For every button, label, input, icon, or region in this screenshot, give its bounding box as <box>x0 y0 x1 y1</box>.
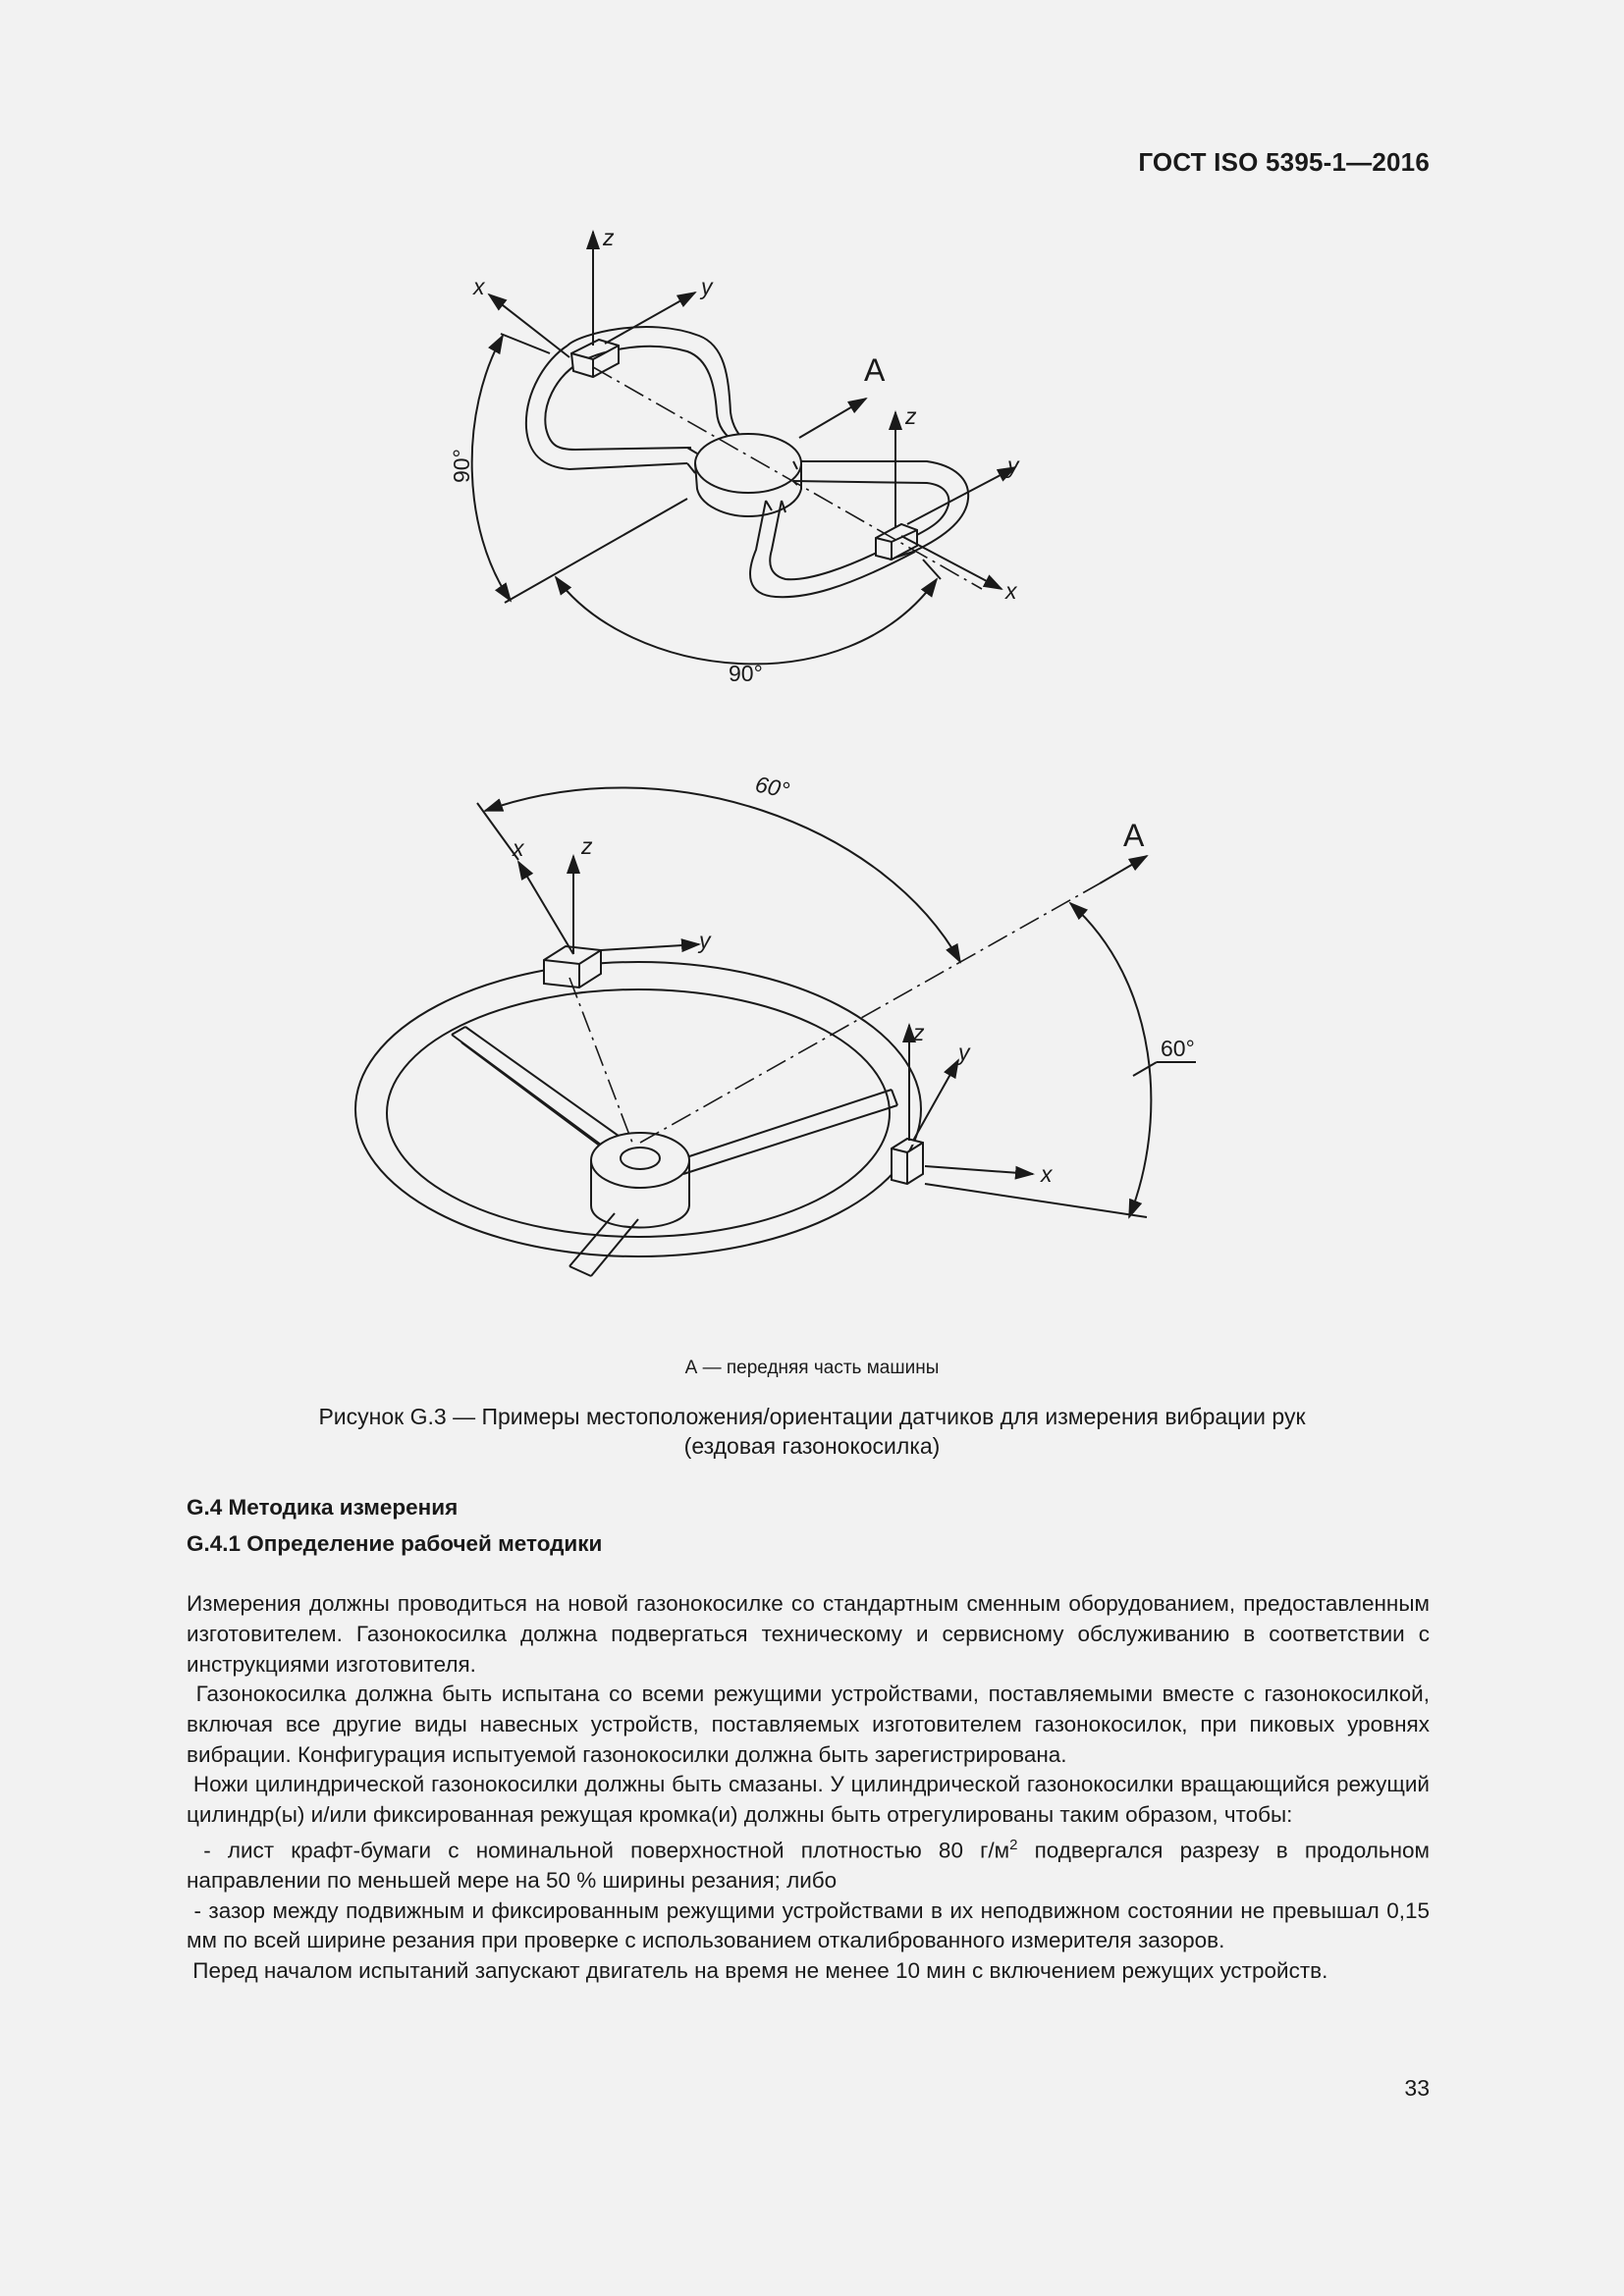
top-label-z2: z <box>905 403 917 429</box>
bottom-steering-wheel-drawing <box>355 946 923 1276</box>
top-right-arm-inner <box>793 481 948 538</box>
section-heading-g4: G.4 Методика измерения <box>187 1495 459 1520</box>
body-text <box>187 1487 1430 1987</box>
paragraph-2-text: Газонокосилка должна быть испытана со всеми режущими устройствами, поставляемыми вместе с газонокосилкой, включая все другие виды навесных устройств, поставляемых изготовителем газонокосилок, при пиковых уровнях вибрации. Конфигурация испытуемой газонокосилки должна быть зарегистрирована. <box>187 1682 1430 1767</box>
bottom-label-z2: z <box>913 1020 925 1045</box>
bottom-label-y1: y <box>699 928 711 953</box>
bottom-axis-x1 <box>518 862 573 954</box>
top-axis-x1 <box>489 294 569 357</box>
wheel-hub-top <box>591 1133 689 1188</box>
top-sensor-left <box>571 340 619 377</box>
top-axis-x2 <box>901 536 1001 589</box>
page-number: 33 <box>1404 2075 1430 2101</box>
paragraph-4-text: Перед началом испытаний запускают двигатель на время не менее 10 мин с включением режущих устройств. <box>192 1958 1328 1984</box>
top-lower-loop-inner <box>770 501 909 579</box>
top-axis-y1 <box>605 293 695 344</box>
bullet-1-text-post: подвергался разрезу в продольном направлении по меньшей мере на 50 % ширины резания; либо <box>187 1838 1430 1893</box>
bottom-label-y2: y <box>958 1040 970 1065</box>
figure-legend: А — передняя часть машины <box>684 1358 940 1378</box>
paragraph-4 <box>187 1956 1430 1987</box>
figure-caption-line-1: Рисунок G.3 — Примеры местоположения/ориентации датчиков для измерения вибрации рук <box>318 1404 1306 1429</box>
top-angle-vertical: 90° <box>449 449 474 483</box>
bullet-1-superscript: 2 <box>1009 1836 1018 1853</box>
bottom-centerline-front <box>640 883 1100 1143</box>
top-label-x1: x <box>473 274 485 299</box>
wheel-rim-inner <box>387 989 890 1237</box>
top-steering-wheel-drawing <box>526 327 968 597</box>
top-left-loop-inner <box>545 365 691 450</box>
bottom-label-x1: x <box>513 835 524 861</box>
bottom-axis-x2 <box>925 1166 1033 1174</box>
paragraph-3-text: Ножи цилиндрической газонокосилки должны быть смазаны. У цилиндрической газонокосилки вращающийся режущий цилиндр(ы) и/или фиксированная режущая кромка(и) должны быть отрегулированы таким образом, чтобы: <box>187 1772 1430 1828</box>
bottom-label-A: A <box>1123 818 1145 853</box>
spoke-down <box>569 1213 638 1276</box>
top-front-arrow-A <box>799 399 866 438</box>
top-angle-horizontal: 90° <box>729 661 763 686</box>
bullet-1-text-pre: - лист крафт-бумаги с номинальной поверхностной плотностью 80 г/м <box>203 1838 1010 1863</box>
bottom-ext-line-right <box>925 1184 1147 1217</box>
bottom-arc-60-right <box>1070 903 1151 1217</box>
bottom-sensor-right <box>892 1139 923 1184</box>
bullet-2-text: - зазор между подвижным и фиксированным режущими устройствами в их неподвижном состоянии не превышал 0,15 мм по всей ширине резания при проверке с использованием откалиброванного измерителя зазоров. <box>187 1897 1430 1953</box>
top-label-y1: y <box>701 274 713 299</box>
paragraph-2 <box>187 1680 1430 1770</box>
paragraph-1 <box>187 1559 1430 1680</box>
top-label-A: A <box>864 352 886 388</box>
wheel-rim-outer <box>355 962 921 1256</box>
top-arc-horizontal <box>556 577 937 664</box>
top-label-y2: y <box>1007 453 1019 478</box>
paragraph-1-text: Измерения должны проводиться на новой газонокосилке со стандартным сменным оборудованием, предоставленным изготовителем. Газонокосилка должна подвергаться техническому и сервисному обслуживанию в соответствии с инструкциями изготовителя. <box>187 1591 1430 1677</box>
bottom-leader-60 <box>1133 1062 1157 1076</box>
bottom-label-z1: z <box>581 833 593 859</box>
bullet-1 <box>187 1831 1430 1896</box>
bottom-angle-right: 60° <box>1161 1036 1195 1061</box>
top-label-z1: z <box>603 225 615 250</box>
top-centerline-diagonal <box>593 367 982 589</box>
top-arc-vertical <box>472 336 511 601</box>
figure-caption-line-2: (ездовая газонокосилка) <box>683 1433 941 1459</box>
bottom-front-arrow-A <box>1100 856 1147 883</box>
section-heading-g41: G.4.1 Определение рабочей методики <box>187 1530 603 1556</box>
top-hub-top <box>695 434 801 493</box>
bottom-centerline-left <box>569 978 632 1143</box>
bullet-2 <box>187 1896 1430 1956</box>
document-id-header: ГОСТ ISO 5395-1—2016 <box>1138 147 1430 177</box>
figure-caption <box>0 1402 1624 1461</box>
top-label-x2: x <box>1005 578 1017 604</box>
spoke-left <box>452 1027 623 1158</box>
bottom-angle-top: 60° <box>752 771 792 804</box>
bottom-arc-60-top <box>485 788 960 962</box>
top-ext-line-2 <box>505 499 687 603</box>
bottom-axis-y1 <box>601 944 699 950</box>
paragraph-3 <box>187 1770 1430 1830</box>
bottom-label-x2: x <box>1041 1161 1053 1187</box>
